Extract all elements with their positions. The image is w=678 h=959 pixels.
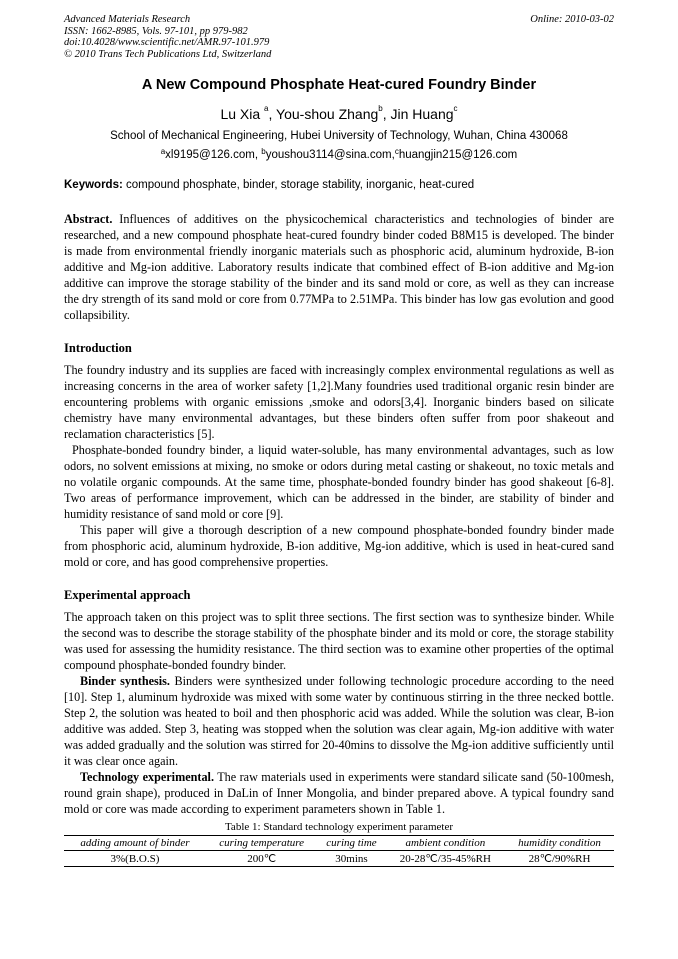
parameter-table bbox=[64, 835, 614, 867]
paper-title: A New Compound Phosphate Heat-cured Foundry Binder bbox=[141, 77, 537, 93]
author-sup: b bbox=[378, 104, 383, 113]
paragraph: Binders were synthesized under following technologic procedure according to the need [10]. Step 1, aluminum hydroxide was mixed with some water by continuous stirring in the three necked bottle. Step 2, the solution was heated to boil and then phosphoric acid was added. While the solution was clear, B-ion additive was added. Step 3, heating was stopped when the solution was clear again, Mg-ion additive with water was added gradually and the solution was stirred for 20-40mins to dissolve the Mg-ion additive sufficiently until it was clear once again. bbox=[64, 674, 614, 768]
issn-line: ISSN: 1662-8985, Vols. 97-101, pp 979-982 bbox=[64, 25, 248, 37]
doi-line[interactable]: doi:10.4028/www.scientific.net/AMR.97-101.979 bbox=[64, 37, 270, 48]
table-cell: 200℃ bbox=[206, 851, 317, 867]
abstract-label: Abstract. bbox=[64, 212, 113, 226]
runin-heading-binder-synthesis: Binder synthesis. bbox=[80, 674, 170, 688]
author-sup: a bbox=[264, 104, 269, 113]
email-list bbox=[64, 149, 614, 161]
email-link[interactable]: xl9195@126.com, bbox=[165, 149, 259, 161]
author-sup: c bbox=[453, 104, 458, 113]
email-link[interactable]: huangjin215@126.com bbox=[398, 149, 518, 161]
section-heading-experimental: Experimental approach bbox=[64, 588, 191, 602]
online-date: Online: 2010-03-02 bbox=[530, 14, 614, 25]
copyright-line: © 2010 Trans Tech Publications Ltd, Switzerland bbox=[64, 48, 272, 60]
paragraph: This paper will give a thorough description of a new compound phosphate-bonded foundry binder made from phosphoric acid, aluminum hydroxide, B-ion additive, Mg-ion additive, which is used in heat-cured sand mold or core, and has good comprehensive properties. bbox=[64, 523, 614, 569]
author-name: Jin Huang bbox=[390, 106, 454, 122]
table-caption: Table 1: Standard technology experiment parameter bbox=[224, 821, 453, 833]
keywords bbox=[64, 179, 614, 191]
author-list: Lu Xia $^a$, You-shou Zhang$^b$, Jin Huang$^c$ bbox=[220, 104, 458, 122]
abstract bbox=[64, 211, 614, 323]
keywords-text: compound phosphate, binder, storage stability, inorganic, heat-cured bbox=[126, 179, 475, 191]
author-name: You-shou Zhang bbox=[276, 106, 379, 122]
table-header-cell: adding amount of binder bbox=[64, 836, 206, 851]
email-link[interactable]: youshou3114@sina.com, bbox=[265, 149, 395, 161]
table-cell: 3%(B.O.S) bbox=[64, 851, 206, 867]
abstract-text: Influences of additives on the physicochemical characteristics and technologies of binder are researched, and a new compound phosphate heat-cured foundry binder coded B8M15 is developed. The binder is made from environmental friendly inorganic materials such as phosphoric acid, aluminum hydroxide, B-ion additive and Mg-ion additive. Laboratory results indicate that combined effect of B-ion additive and Mg-ion additive can improve the storage stability of the binder and its sand mold or core, as well as they can increase the dry strength of its sand mold or core from 0.77MPa to 2.51MPa. This binder has low gas evolution and good collapsibility. bbox=[64, 212, 614, 322]
email-sup: a bbox=[160, 147, 166, 156]
journal-header bbox=[64, 14, 614, 60]
experimental-body bbox=[64, 609, 614, 817]
table-cell: 30mins bbox=[317, 851, 385, 867]
paragraph: The raw materials used in experiments were standard silicate sand (50-100mesh, round grain shape), produced in DaLin of Inner Mongolia, and binder prepared above. A typical foundry sand mold or core was made according to experiment parameters shown in Table 1. bbox=[64, 770, 615, 816]
author-name: Lu Xia bbox=[220, 106, 261, 122]
introduction-body bbox=[64, 362, 614, 570]
paragraph: The approach taken on this project was to split three sections. The first section was to synthesize binder. While the second was to describe the storage stability of the phosphate binder and its mold or core, the storage stability was used for assessing the humidity resistance. The third section was to examine other properties of the optimal compound phosphate-bonded foundry binder. bbox=[64, 610, 614, 672]
runin-heading-technology: Technology experimental. bbox=[80, 770, 214, 784]
table-cell: 28℃/90%RH bbox=[505, 851, 614, 867]
email-sup: c bbox=[394, 147, 399, 156]
email-sup: b bbox=[261, 147, 266, 156]
paragraph: Phosphate-bonded foundry binder, a liquid water-soluble, has many environmental advantages, such as low odors, no solvent emissions at mixing, no smoke or odors during metal casting or shakeout, no toxic metals and no volatile organic compounds. At the same time, phosphate-bonded foundry binder has good shakeout [6-8]. Two areas of performance improvement, which can be addressed in the binder, are stability of binder and humidity resistance of sand mold or core [9]. bbox=[64, 443, 614, 521]
journal-name: Advanced Materials Research bbox=[64, 14, 191, 25]
table-header-cell: humidity condition bbox=[505, 836, 614, 851]
table-header-cell: ambient condition bbox=[386, 836, 505, 851]
paragraph: The foundry industry and its supplies are faced with increasingly complex environmental regulations as well as increasing concerns in the area of worker safety [1,2].Many foundries used traditional organic resin binder are encountering problems with organic emissions ,smoke and odors[3,4]. Inorganic binders based on silicate chemistry have many environmental advantages, but these binders often suffer from poor shakeout and reclamation characteristics [5]. bbox=[64, 363, 614, 441]
paper-page bbox=[64, 14, 614, 867]
table-header-cell: curing time bbox=[317, 836, 385, 851]
table-header-row bbox=[64, 836, 614, 851]
affiliation: School of Mechanical Engineering, Hubei University of Technology, Wuhan, China 430068 bbox=[110, 130, 568, 142]
table-row bbox=[64, 851, 614, 867]
section-heading-introduction: Introduction bbox=[64, 341, 132, 355]
table-header-cell: curing temperature bbox=[206, 836, 317, 851]
table-cell: 20-28℃/35-45%RH bbox=[386, 851, 505, 867]
keywords-label: Keywords: bbox=[64, 179, 123, 191]
